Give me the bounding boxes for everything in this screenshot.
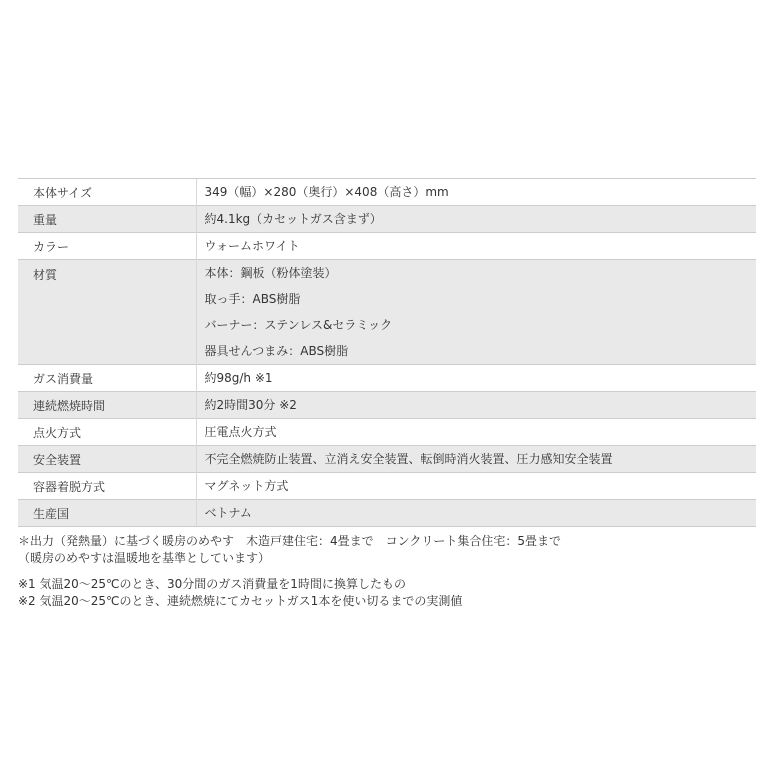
spec-label: 重量 bbox=[18, 206, 196, 233]
spec-row-ignition bbox=[18, 419, 756, 446]
spec-row-burn-time bbox=[18, 392, 756, 419]
spec-value-line: 約4.1kg（カセットガス含まず） bbox=[204, 212, 382, 226]
footnote-2: ※2 気温20～25℃のとき、連続燃焼にてカセットガス1本を使い切るまでの実測値 bbox=[18, 594, 463, 608]
spec-value bbox=[196, 233, 756, 260]
spec-table bbox=[18, 178, 756, 527]
spec-value-line: 取っ手：ABS樹脂 bbox=[204, 292, 301, 306]
spec-value-line: ウォームホワイト bbox=[204, 239, 300, 253]
spec-value-line: 不完全燃焼防止装置、立消え安全装置、転倒時消火装置、圧力感知安全装置 bbox=[204, 452, 613, 466]
spec-value bbox=[196, 179, 756, 206]
footnote-1: ※1 気温20～25℃のとき、30分間のガス消費量を1時間に換算したもの bbox=[18, 577, 406, 591]
spec-value-line: ベトナム bbox=[204, 506, 252, 520]
spec-label: 生産国 bbox=[18, 500, 196, 527]
notes-section bbox=[18, 533, 758, 610]
spec-row-origin bbox=[18, 500, 756, 527]
spec-label: 連続燃焼時間 bbox=[18, 392, 196, 419]
notes-spacer bbox=[18, 567, 758, 576]
spec-row-material bbox=[18, 260, 756, 365]
spec-value-line: 349（幅）×280（奥行）×408（高さ）mm bbox=[204, 185, 449, 199]
spec-value-line: 本体：鋼板（粉体塗装） bbox=[204, 266, 337, 280]
spec-row-weight bbox=[18, 206, 756, 233]
spec-row-attachment bbox=[18, 473, 756, 500]
spec-value bbox=[196, 419, 756, 446]
spec-label: 容器着脱方式 bbox=[18, 473, 196, 500]
spec-value bbox=[196, 500, 756, 527]
spec-label: 点火方式 bbox=[18, 419, 196, 446]
spec-value bbox=[196, 365, 756, 392]
spec-value-line: 器具せんつまみ：ABS樹脂 bbox=[204, 344, 349, 358]
spec-value bbox=[196, 446, 756, 473]
spec-value bbox=[196, 473, 756, 500]
heating-guide-subnote: （暖房のめやすは温暖地を基準としています） bbox=[18, 551, 271, 565]
spec-label: 本体サイズ bbox=[18, 179, 196, 206]
heating-guide-note: ＊出力（発熱量）に基づく暖房のめやす 木造戸建住宅：4畳まで コンクリート集合住宅：5畳まで bbox=[18, 534, 562, 548]
spec-value bbox=[196, 392, 756, 419]
spec-value-line: 約98g/h ※1 bbox=[204, 371, 273, 385]
spec-label: ガス消費量 bbox=[18, 365, 196, 392]
spec-value-line: バーナー：ステンレス&セラミック bbox=[204, 318, 393, 332]
spec-value-line: 約2時間30分 ※2 bbox=[204, 398, 297, 412]
spec-row-size bbox=[18, 179, 756, 206]
spec-value bbox=[196, 206, 756, 233]
spec-row-safety bbox=[18, 446, 756, 473]
spec-label: カラー bbox=[18, 233, 196, 260]
spec-row-color bbox=[18, 233, 756, 260]
spec-value-line: 圧電点火方式 bbox=[204, 425, 277, 439]
spec-value bbox=[196, 260, 756, 365]
spec-value-line: マグネット方式 bbox=[204, 479, 289, 493]
spec-label: 安全装置 bbox=[18, 446, 196, 473]
spec-row-gas-consumption bbox=[18, 365, 756, 392]
spec-label: 材質 bbox=[18, 260, 196, 365]
